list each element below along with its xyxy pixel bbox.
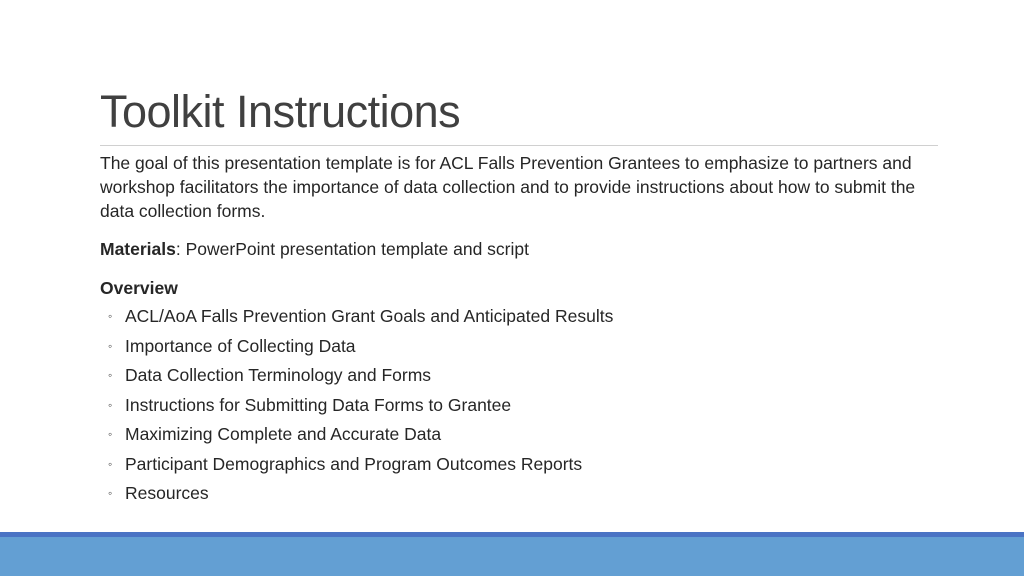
list-item: [100, 391, 940, 421]
title-divider: [100, 145, 938, 146]
list-item: [100, 332, 940, 362]
list-item-text: Importance of Collecting Data: [125, 335, 356, 356]
bullet-circle-icon: ◦: [108, 486, 113, 500]
list-item: [100, 420, 940, 450]
bullet-circle-icon: ◦: [108, 456, 113, 471]
list-item-text: Instructions for Submitting Data Forms to Grantee: [125, 394, 512, 415]
slide-title: Toolkit Instructions: [100, 86, 461, 137]
list-item-text: Resources: [125, 483, 209, 503]
list-item-text: Participant Demographics and Program Outcomes Reports: [125, 453, 583, 474]
bullet-circle-icon: ◦: [108, 309, 113, 323]
intro-paragraph: The goal of this presentation template is for ACL Falls Prevention Grantees to emphasize to partners and workshop facilitators the importance of data collection and to provide instructions about how to submit the data collection forms.: [100, 153, 916, 221]
list-item: [100, 479, 940, 509]
materials-text: : PowerPoint presentation template and script: [175, 239, 529, 259]
bullet-circle-icon: ◦: [108, 397, 113, 412]
overview-list: [100, 302, 940, 509]
materials-label: Materials: [100, 239, 176, 259]
footer-band: [0, 537, 1024, 576]
overview-heading: Overview: [100, 278, 178, 298]
list-item-text: Data Collection Terminology and Forms: [125, 365, 432, 385]
bullet-circle-icon: ◦: [108, 368, 113, 382]
materials-line: [100, 237, 940, 261]
bullet-circle-icon: ◦: [108, 427, 113, 441]
list-item-text: ACL/AoA Falls Prevention Grant Goals and Anticipated Results: [125, 306, 614, 326]
list-item: [100, 361, 940, 391]
bullet-circle-icon: ◦: [108, 338, 113, 353]
slide-body: [100, 151, 940, 509]
list-item-text: Maximizing Complete and Accurate Data: [125, 424, 442, 444]
list-item: [100, 450, 940, 480]
list-item: [100, 302, 940, 332]
